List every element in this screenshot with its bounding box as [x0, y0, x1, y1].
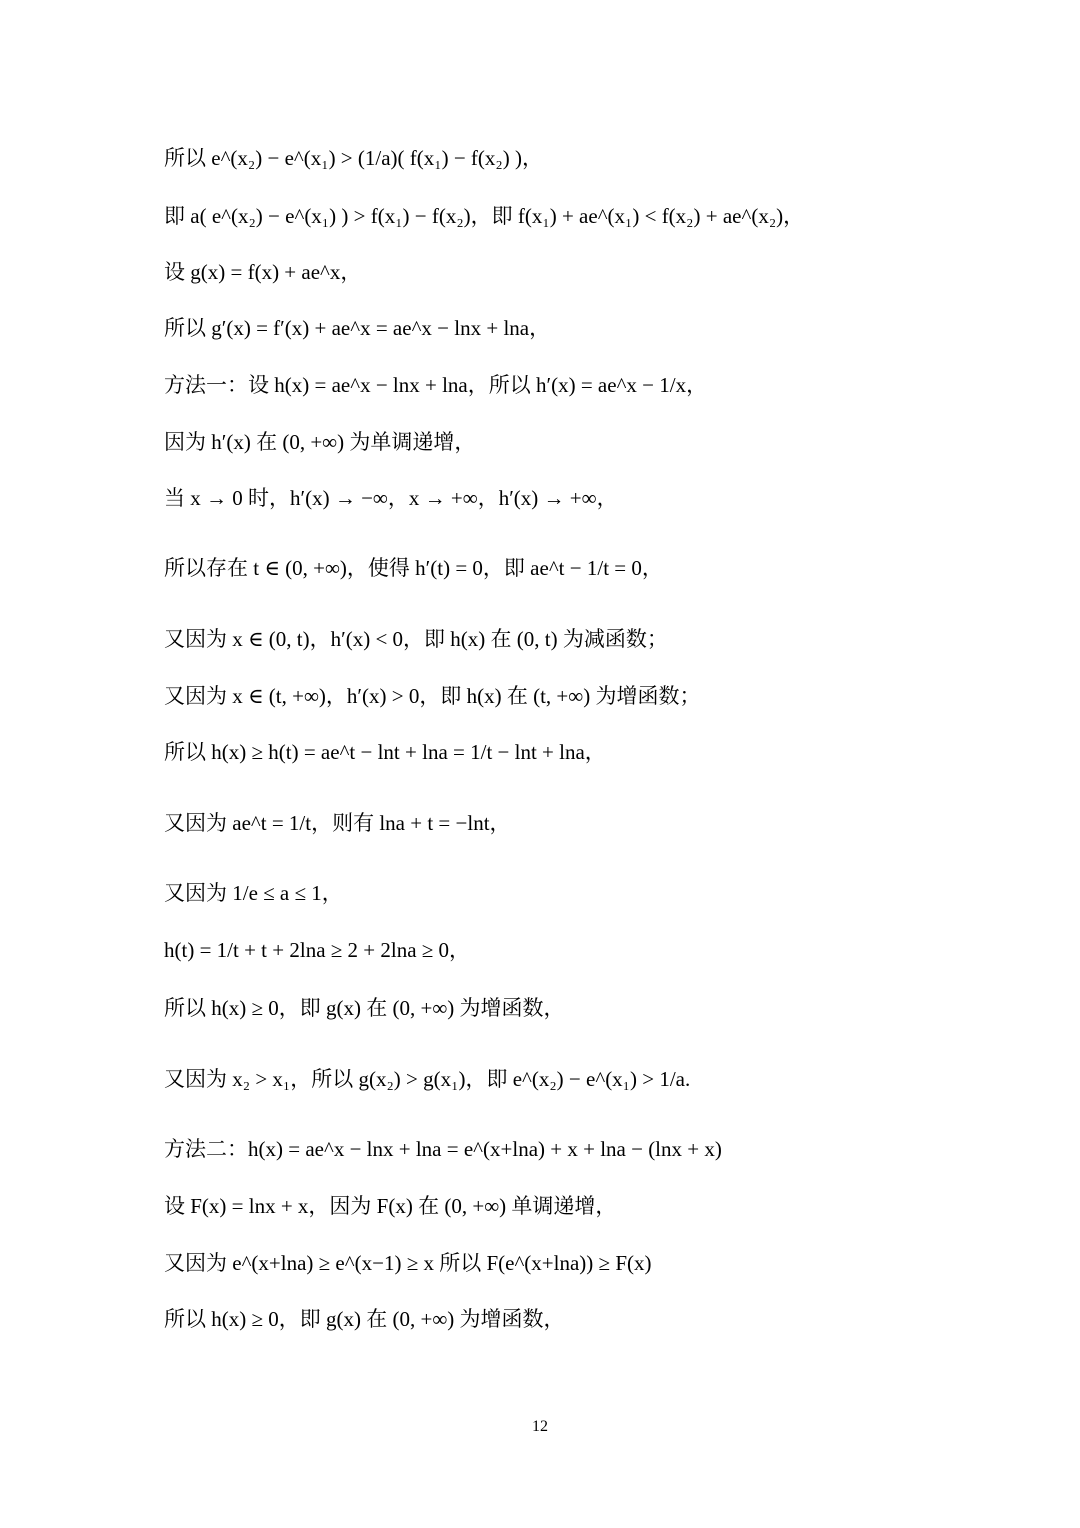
- method-one-line: 方法一：设 h(x) = ae^x − lnx + lna，所以 h′(x) = ae^x − 1/x，: [164, 373, 708, 397]
- page-number: 12: [532, 1418, 548, 1435]
- proof-line-6: 因为 h′(x) 在 (0, +∞) 为单调递增，: [164, 430, 476, 454]
- method-two-line: 方法二：h(x) = ae^x − lnx + lna = e^(x+lna) + x + lna − (lnx + x): [164, 1137, 722, 1161]
- proof-line-3: 设 g(x) = f(x) + ae^x，: [164, 260, 362, 284]
- proof-line-1: 所以 e^(x₂) − e^(x₁) > (1/a)( f(x₁) − f(x₂) )，: [164, 146, 543, 170]
- proof-line-12: 又因为 ae^t = 1/t，则有 lna + t = −lnt，: [164, 811, 511, 835]
- proof-line-9: 又因为 x ∈ (0, t)，h′(x) < 0，即 h(x) 在 (0, t) 为减函数；: [164, 627, 668, 651]
- proof-line-18: 设 F(x) = lnx + x，因为 F(x) 在 (0, +∞) 单调递增，: [164, 1194, 617, 1218]
- proof-line-7: 当 x → 0 时，h′(x) → −∞，x → +∞，h′(x) → +∞，: [164, 486, 618, 510]
- proof-line-4: 所以 g′(x) = f′(x) + ae^x = ae^x − lnx + lna，: [164, 316, 551, 340]
- proof-line-16: 又因为 x₂ > x₁，所以 g(x₂) > g(x₁)，即 e^(x₂) − e^(x₁) > 1/a.: [164, 1067, 691, 1091]
- proof-line-14: h(t) = 1/t + t + 2lna ≥ 2 + 2lna ≥ 0，: [164, 938, 471, 962]
- proof-line-19: 又因为 e^(x+lna) ≥ e^(x−1) ≥ x 所以 F(e^(x+lna)) ≥ F(x): [164, 1251, 652, 1275]
- proof-line-11: 所以 h(x) ≥ h(t) = ae^t − lnt + lna = 1/t − lnt + lna，: [164, 740, 606, 764]
- proof-line-10: 又因为 x ∈ (t, +∞)，h′(x) > 0，即 h(x) 在 (t, +∞) 为增函数；: [164, 684, 701, 708]
- proof-line-20: 所以 h(x) ≥ 0，即 g(x) 在 (0, +∞) 为增函数，: [164, 1307, 565, 1331]
- proof-line-13: 又因为 1/e ≤ a ≤ 1，: [164, 881, 343, 905]
- proof-line-2: 即 a( e^(x₂) − e^(x₁) ) > f(x₁) − f(x₂)，即 f(x₁) + ae^(x₁) < f(x₂) + ae^(x₂)，: [164, 204, 805, 228]
- proof-line-8: 所以存在 t ∈ (0, +∞)，使得 h′(t) = 0，即 ae^t − 1/t = 0，: [164, 556, 663, 580]
- proof-line-15: 所以 h(x) ≥ 0，即 g(x) 在 (0, +∞) 为增函数，: [164, 996, 565, 1020]
